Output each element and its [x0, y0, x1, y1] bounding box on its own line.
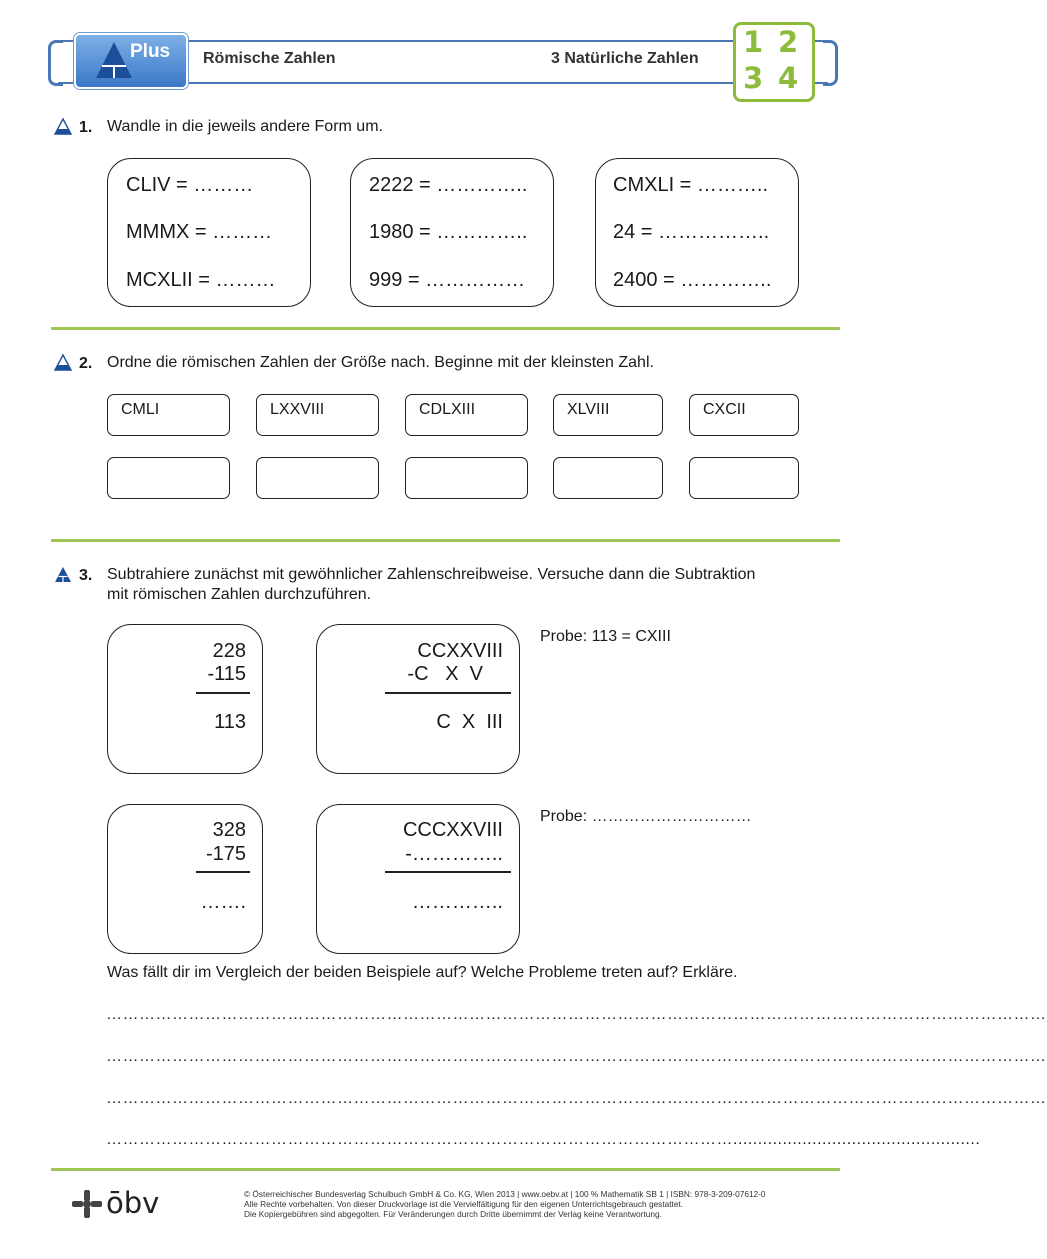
- task-instruction-cont: mit römischen Zahlen durchzuführen.: [107, 586, 372, 603]
- result-line: [196, 871, 250, 873]
- logo-label: Plus: [130, 41, 171, 62]
- task-number: 3.: [79, 567, 93, 584]
- conversion-item: 2222 = …………..: [369, 174, 528, 196]
- conversion-item: CMXLI = ………..: [613, 174, 769, 196]
- conversion-item: 1980 = …………..: [369, 221, 528, 243]
- badge-digit: 3: [743, 61, 764, 95]
- badge-digit: 1: [743, 25, 764, 59]
- roman-numeral: XLVIII: [567, 401, 610, 418]
- copyright-line: Alle Rechte vorbehalten. Von dieser Druckvorlage ist die Vervielfältigung für den eigenen Unterrichtsgebrauch gestattet.: [244, 1199, 684, 1209]
- answer-slot[interactable]: [553, 457, 663, 499]
- roman-subtraction-box: [316, 624, 520, 774]
- result-line: [385, 871, 511, 873]
- roman-numeral: LXXVIII: [270, 401, 325, 418]
- roman-difference: C X III: [436, 711, 503, 733]
- roman-minuend: CCCXXVIII: [402, 819, 503, 841]
- difficulty-level-1-icon: [54, 118, 72, 135]
- conversion-item: 999 = ……………: [369, 269, 526, 291]
- publisher-star-icon: [72, 1190, 102, 1218]
- task-number: 2.: [79, 355, 93, 372]
- answer-line[interactable]: ……………………………………………………………………………………………………..................................................: [106, 1131, 981, 1148]
- conversion-box: [595, 158, 799, 307]
- answer-slot[interactable]: [107, 457, 230, 499]
- roman-numeral-card: [553, 394, 663, 436]
- probe-text: Probe: 113 = CXIII: [540, 628, 671, 645]
- roman-numeral-card: [689, 394, 799, 436]
- section-divider: [51, 539, 840, 542]
- triangle-logo-icon: [94, 40, 134, 80]
- roman-subtrahend: -C X V: [407, 663, 483, 685]
- difficulty-level-2-icon: [54, 566, 72, 583]
- conversion-item: MMMX = ………: [126, 221, 273, 243]
- roman-numeral: CXCII: [703, 401, 746, 418]
- conversion-box: [350, 158, 554, 307]
- chapter-title: 3 Natürliche Zahlen: [551, 50, 699, 67]
- roman-subtraction-box: [316, 804, 520, 954]
- copyright-line: © Österreichischer Bundesverlag Schulbuch GmbH & Co. KG, Wien 2013 | www.oebv.at | 100 % Mathematik SB 1 | ISBN: 978-3-209-07612-0: [244, 1189, 766, 1199]
- answer-line[interactable]: ………………………………………………………………………………………………………………………………………………………: [106, 1048, 1047, 1065]
- result-line: [385, 692, 511, 694]
- roman-numeral-card: [107, 394, 230, 436]
- copyright-line: Die Kopiergebühren sind abgegolten. Für Veränderungen durch Dritte übernimmt der Verlag keine Verantwortung.: [244, 1209, 662, 1219]
- decimal-subtraction-box: [107, 804, 263, 954]
- task-instruction: Subtrahiere zunächst mit gewöhnlicher Zahlenschreibweise. Versuche dann die Subtraktion: [107, 566, 756, 583]
- task-instruction: Ordne die römischen Zahlen der Größe nach. Beginne mit der kleinsten Zahl.: [107, 354, 654, 371]
- answer-slot[interactable]: [689, 457, 799, 499]
- task-number: 1.: [79, 119, 93, 136]
- reflection-question: Was fällt dir im Vergleich der beiden Beispiele auf? Welche Probleme treten auf? Erkläre.: [107, 964, 738, 981]
- minuend: 328: [212, 819, 246, 841]
- answer-line[interactable]: ………………………………………………………………………………………………………………………………………………………: [106, 1090, 1047, 1107]
- subtrahend: -115: [207, 663, 246, 685]
- roman-numeral: CMLI: [121, 401, 160, 418]
- task-instruction: Wandle in die jeweils andere Form um.: [107, 118, 383, 135]
- aplus-logo: [74, 33, 188, 89]
- roman-difference: …………..: [411, 891, 503, 913]
- subtrahend: -175: [205, 843, 246, 865]
- answer-line[interactable]: ………………………………………………………………………………………………………………………………………………………: [106, 1006, 1047, 1023]
- conversion-item: MCXLII = ………: [126, 269, 276, 291]
- result-line: [196, 692, 250, 694]
- answer-slot[interactable]: [256, 457, 379, 499]
- conversion-item: 24 = ……………..: [613, 221, 770, 243]
- section-divider: [51, 327, 840, 330]
- numbers-badge: [733, 22, 815, 102]
- page-title: Römische Zahlen: [203, 50, 336, 67]
- minuend: 228: [212, 640, 246, 662]
- roman-numeral-card: [405, 394, 528, 436]
- probe-text: Probe: …………………………: [540, 808, 752, 825]
- difficulty-level-1-icon: [54, 354, 72, 371]
- header-bracket-right: [823, 40, 838, 86]
- decimal-subtraction-box: [107, 624, 263, 774]
- answer-slot[interactable]: [405, 457, 528, 499]
- badge-digit: 2: [778, 25, 799, 59]
- footer-divider: [51, 1168, 840, 1171]
- difference: …….: [200, 891, 246, 913]
- difference: 113: [214, 711, 246, 733]
- conversion-box: [107, 158, 311, 307]
- roman-minuend: CCXXVIII: [417, 640, 503, 662]
- conversion-item: CLIV = ………: [126, 174, 254, 196]
- badge-digit: 4: [778, 61, 799, 95]
- roman-subtrahend: -…………..: [405, 843, 503, 865]
- roman-numeral-card: [256, 394, 379, 436]
- roman-numeral: CDLXIII: [419, 401, 476, 418]
- copyright-notice: [244, 1189, 766, 1219]
- publisher-logo: ōbv: [106, 1186, 160, 1220]
- conversion-item: 2400 = …………..: [613, 269, 772, 291]
